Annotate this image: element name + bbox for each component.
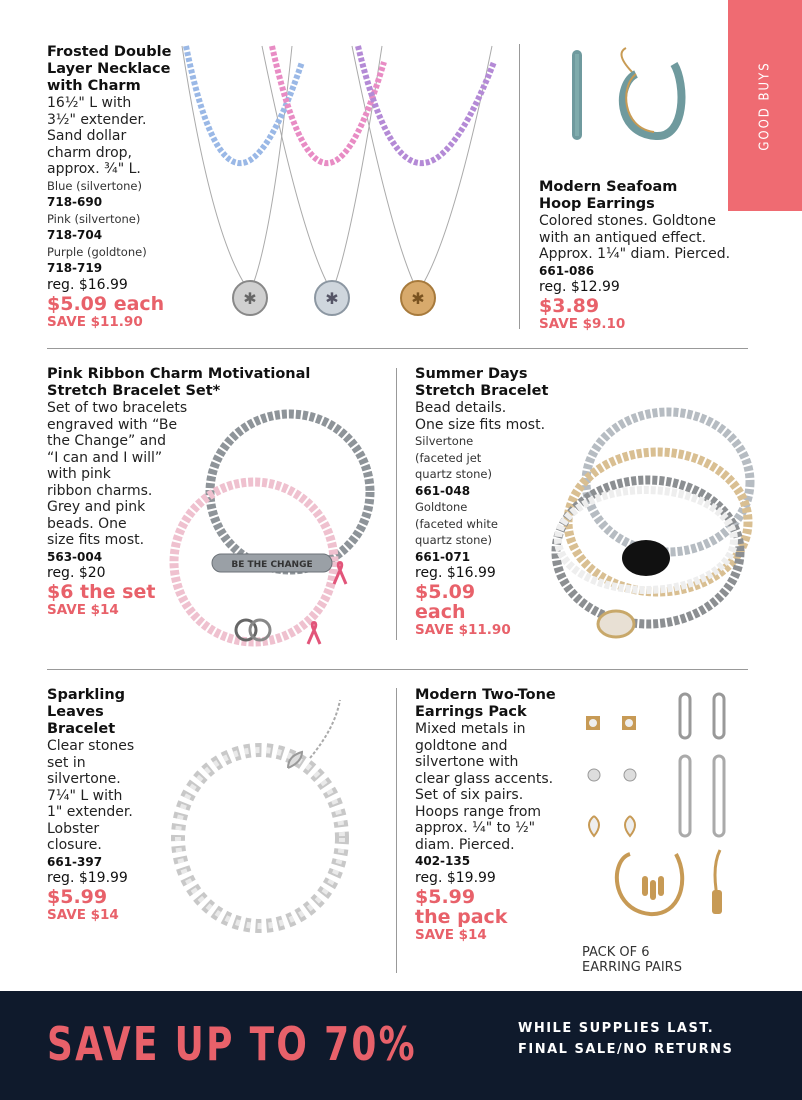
product-description: charm drop, bbox=[47, 144, 132, 161]
product-description: “I can and I will” bbox=[47, 449, 163, 466]
product-description: clear glass accents. bbox=[415, 770, 554, 787]
divider-vertical-top bbox=[519, 44, 520, 329]
variant-name: (faceted white bbox=[415, 516, 498, 531]
product-summer-days-bracelet[interactable] bbox=[415, 366, 548, 638]
svg-text:✱: ✱ bbox=[325, 289, 339, 308]
product-description: approx. ¼" to ½" bbox=[415, 820, 536, 836]
product-sku: 661-397 bbox=[47, 854, 103, 869]
sale-price: $5.09 each bbox=[47, 292, 165, 315]
sale-price: $5.09 bbox=[415, 581, 476, 603]
product-description: Mixed metals in bbox=[415, 721, 526, 737]
variant-sku: 718-719 bbox=[47, 261, 103, 275]
product-necklace[interactable] bbox=[47, 44, 171, 330]
product-description: 7¼" L with bbox=[47, 787, 123, 804]
product-description: Set of two bracelets bbox=[47, 400, 188, 416]
product-sparkling-leaves-bracelet[interactable] bbox=[47, 687, 134, 923]
product-description: 16½" L with bbox=[47, 95, 132, 111]
sale-price: $5.99 bbox=[47, 886, 108, 908]
product-description: closure. bbox=[47, 837, 102, 853]
product-description: approx. ¾" L. bbox=[47, 161, 141, 177]
product-description: 1" extender. bbox=[47, 804, 133, 820]
savings: SAVE $14 bbox=[47, 907, 119, 923]
regular-price: reg. $12.99 bbox=[539, 279, 620, 295]
engraving-text: BE THE CHANGE bbox=[231, 560, 313, 570]
product-description: Set of six pairs. bbox=[415, 787, 524, 803]
product-title: Modern Two-Tone bbox=[415, 687, 556, 703]
savings: SAVE $11.90 bbox=[415, 622, 511, 638]
footer-line-1: WHILE SUPPLIES LAST. bbox=[518, 1021, 715, 1036]
good-buys-tab bbox=[728, 0, 802, 211]
product-title: Sparkling bbox=[47, 687, 126, 703]
summer-days-bracelet-image bbox=[538, 402, 758, 657]
regular-price: reg. $16.99 bbox=[47, 276, 128, 293]
product-description: with pink bbox=[47, 466, 111, 482]
savings: SAVE $11.90 bbox=[47, 313, 143, 330]
variant-name: quartz stone) bbox=[415, 533, 492, 547]
product-title: Stretch Bracelet bbox=[415, 383, 549, 399]
product-title: Pink Ribbon Charm Motivational bbox=[47, 366, 311, 382]
variant-sku: 718-690 bbox=[47, 195, 103, 209]
product-description: engraved with “Be bbox=[47, 416, 178, 433]
variant-name: Pink (silvertone) bbox=[47, 211, 141, 226]
divider-vertical-middle bbox=[396, 368, 397, 640]
product-hoop-earrings[interactable] bbox=[539, 179, 730, 332]
product-title: Hoop Earrings bbox=[539, 196, 655, 212]
product-description: Clear stones bbox=[47, 738, 135, 754]
product-description: set in bbox=[47, 754, 86, 771]
product-description: ribbon charms. bbox=[47, 482, 153, 499]
product-title: Frosted Double bbox=[47, 44, 172, 60]
variant-name: Purple (goldtone) bbox=[47, 244, 147, 259]
product-title: Layer Necklace bbox=[47, 61, 171, 77]
product-title: Stretch Bracelet Set* bbox=[47, 383, 221, 399]
good-buys-label: GOOD BUYS bbox=[757, 60, 773, 151]
divider-horizontal-1 bbox=[47, 348, 748, 349]
divider-horizontal-2 bbox=[47, 669, 748, 670]
variant-name: Blue (silvertone) bbox=[47, 178, 142, 193]
product-description: Colored stones. Goldtone bbox=[539, 213, 716, 229]
divider-vertical-bottom bbox=[396, 688, 397, 973]
product-title: Leaves bbox=[47, 704, 104, 720]
product-description: Bead details. bbox=[415, 400, 507, 416]
sparkling-leaves-bracelet-image bbox=[150, 688, 372, 948]
regular-price: reg. $19.99 bbox=[47, 870, 128, 886]
footer-banner bbox=[0, 991, 802, 1100]
savings: SAVE $14 bbox=[47, 602, 119, 618]
product-sku: 661-086 bbox=[539, 263, 595, 278]
sale-price: $6 the set bbox=[47, 581, 156, 603]
sale-price: $3.89 bbox=[539, 295, 600, 317]
product-title: Earrings Pack bbox=[415, 704, 527, 720]
hoop-earrings-image bbox=[566, 44, 696, 144]
product-title: Modern Seafoam bbox=[539, 179, 678, 195]
savings: SAVE $14 bbox=[415, 926, 487, 943]
footer-line-2: FINAL SALE/NO RETURNS bbox=[518, 1042, 734, 1057]
necklace-image bbox=[172, 42, 502, 322]
pack-label-line: EARRING PAIRS bbox=[582, 960, 682, 975]
product-description: beads. One bbox=[47, 515, 127, 532]
product-sku: 563-004 bbox=[47, 549, 103, 564]
variant-name: (faceted jet bbox=[415, 450, 482, 465]
variant-sku: 718-704 bbox=[47, 228, 103, 242]
product-description: Sand dollar bbox=[47, 128, 127, 144]
variant-name: Goldtone bbox=[415, 500, 468, 514]
product-title: with Charm bbox=[47, 78, 141, 94]
variant-sku: 661-048 bbox=[415, 483, 471, 498]
svg-text:✱: ✱ bbox=[411, 289, 425, 308]
product-description: the Change” and bbox=[47, 433, 167, 449]
footer-headline: SAVE UP TO 70% bbox=[47, 1017, 417, 1071]
pack-label bbox=[582, 945, 682, 975]
product-description: Lobster bbox=[47, 820, 100, 837]
product-description: goldtone and bbox=[415, 737, 508, 754]
product-description: One size fits most. bbox=[415, 416, 546, 433]
variant-sku: 661-071 bbox=[415, 549, 471, 564]
product-description: Grey and pink bbox=[47, 499, 146, 515]
svg-text:✱: ✱ bbox=[243, 289, 257, 308]
pink-ribbon-bracelet-image bbox=[162, 402, 382, 657]
product-description: size fits most. bbox=[47, 532, 145, 548]
earrings-pack-image bbox=[580, 690, 750, 940]
sale-price: each bbox=[415, 601, 466, 623]
product-description: Approx. 1¼" diam. Pierced. bbox=[539, 246, 731, 262]
product-description: Hoops range from bbox=[415, 803, 542, 820]
product-two-tone-earrings[interactable] bbox=[415, 687, 556, 943]
product-title: Bracelet bbox=[47, 721, 116, 737]
product-description: diam. Pierced. bbox=[415, 836, 515, 853]
variant-name: Silvertone bbox=[415, 434, 474, 448]
product-sku: 402-135 bbox=[415, 854, 471, 868]
regular-price: reg. $19.99 bbox=[415, 869, 496, 886]
sale-price: the pack bbox=[415, 905, 508, 928]
regular-price: reg. $20 bbox=[47, 565, 106, 581]
product-description: silvertone. bbox=[47, 771, 121, 787]
product-description: silvertone with bbox=[415, 754, 519, 770]
product-description: 3½" extender. bbox=[47, 111, 147, 128]
product-description: with an antiqued effect. bbox=[539, 229, 707, 246]
pack-label-line: PACK OF 6 bbox=[582, 945, 650, 960]
regular-price: reg. $16.99 bbox=[415, 565, 496, 581]
variant-name: quartz stone) bbox=[415, 467, 492, 481]
savings: SAVE $9.10 bbox=[539, 316, 626, 332]
product-title: Summer Days bbox=[415, 366, 528, 382]
sale-price: $5.99 bbox=[415, 885, 476, 908]
